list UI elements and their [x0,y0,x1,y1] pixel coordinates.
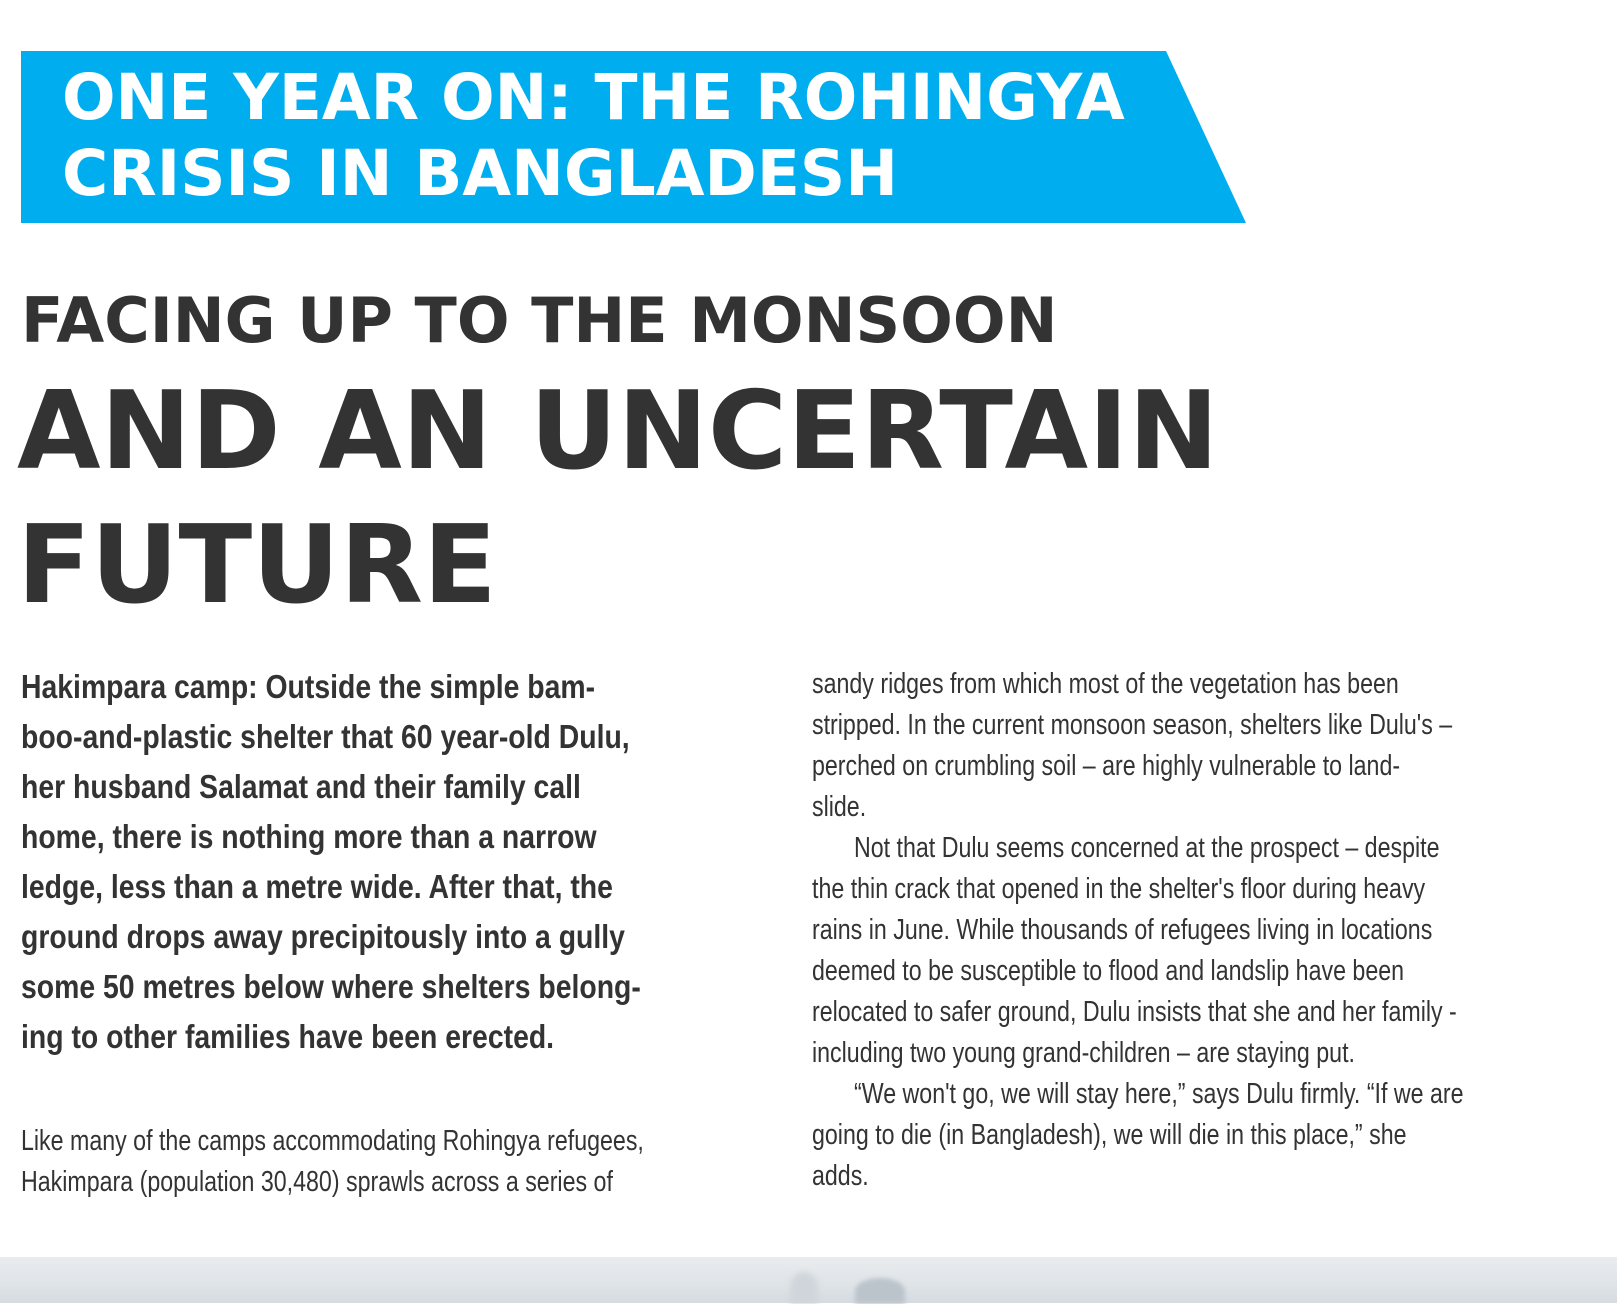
body-line: Not that Dulu seems concerned at the prospect – despite [854,832,1440,864]
body-line: including two young grand-children – are staying put. [812,1037,1355,1069]
photo-detail [855,1278,905,1304]
lede-line: boo-and-plastic shelter that 60 year-old Dulu, [21,718,630,755]
body-line: slide. [812,791,867,823]
body-line: relocated to safer ground, Dulu insists that she and her family - [812,996,1457,1028]
body-line: going to die (in Bangladesh), we will die in this place,” she [812,1119,1407,1151]
lede-line: ledge, less than a metre wide. After that, the [21,868,613,905]
lede-line: home, there is nothing more than a narrow [21,818,597,855]
body-line: deemed to be susceptible to flood and landslip have been [812,955,1405,987]
body-line: rains in June. While thousands of refugees living in locations [812,914,1433,946]
headline-line-1: FACING UP TO THE MONSOON [21,284,1058,357]
body-line: stripped. In the current monsoon season, shelters like Dulu's – [812,709,1453,741]
body-line: Hakimpara (population 30,480) sprawls across a series of [21,1166,613,1198]
body-line: adds. [812,1160,869,1192]
lede-line: her husband Salamat and their family call [21,768,581,805]
lede-line: Hakimpara camp: Outside the simple bam- [21,668,596,705]
banner-title: ONE YEAR ON: THE ROHINGYA CRISIS IN BANGLADESH [62,61,1125,210]
body-line: the thin crack that opened in the shelter's floor during heavy [812,873,1426,905]
body-line: perched on crumbling soil – are highly vulnerable to land- [812,750,1401,782]
body-line: Like many of the camps accommodating Rohingya refugees, [21,1125,644,1157]
headline-line-2: AND AN UNCERTAIN FUTURE [17,369,1219,628]
body-line: “We won't go, we will stay here,” says Dulu firmly. “If we are [854,1078,1464,1110]
lede-line: some 50 metres below where shelters belong- [21,968,641,1005]
lede-line: ground drops away precipitously into a gully [21,918,625,955]
lede-line: ing to other families have been erected. [21,1018,555,1055]
body-line: sandy ridges from which most of the vegetation has been [812,668,1399,700]
photo-detail [790,1272,818,1304]
